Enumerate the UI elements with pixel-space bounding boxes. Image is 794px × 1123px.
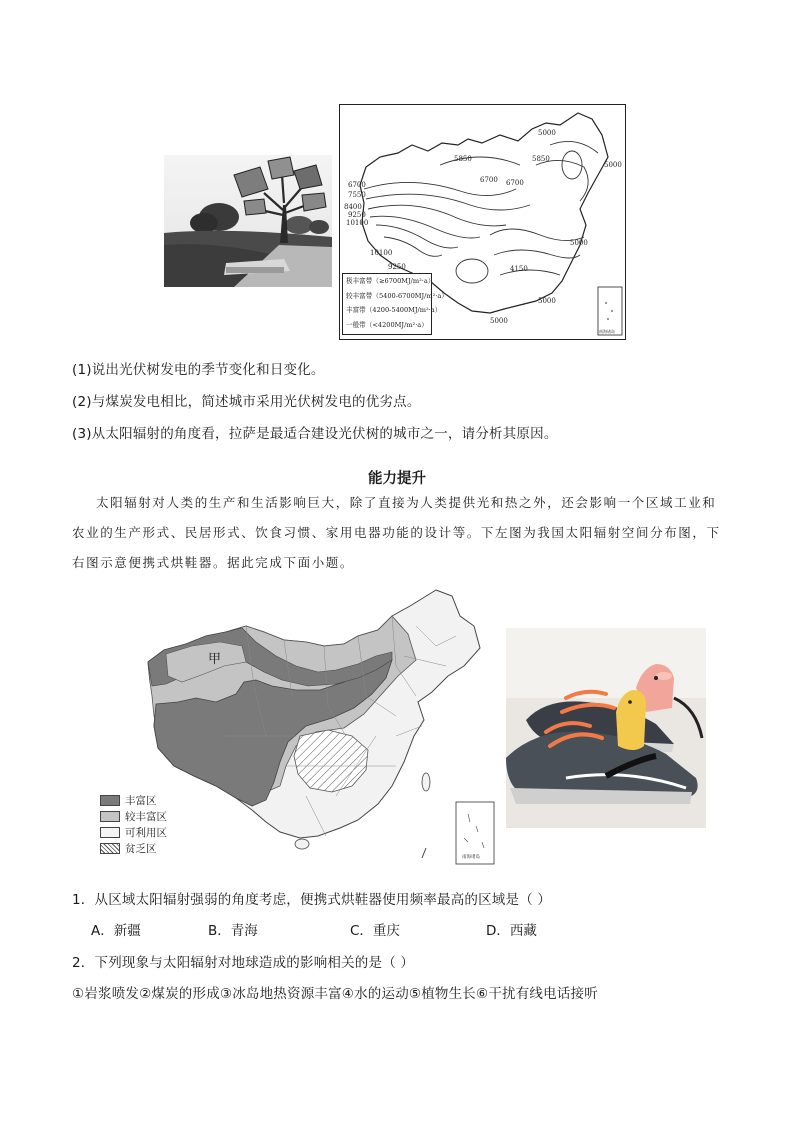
intro-line: 右图示意便携式烘鞋器。据此完成下面小题。 [72,555,355,570]
legend-item: 较丰富带（5400-6700MJ/m²·a） [346,291,448,300]
contour-label: 5000 [538,297,556,305]
contour-label: 10100 [370,249,393,257]
contour-label: 5850 [454,155,472,163]
section-title: 能力提升 [368,471,426,487]
swatch-usable [100,827,120,838]
solar-radiation-contour-map [339,104,626,340]
intro-line: 太阳辐射对人类的生产和生活影响巨大，除了直接为人类提供光和热之外，还会影响一个区域工业和 [96,495,717,510]
inset-label: 南海诸岛 [599,329,615,334]
swatch-fairly-rich [100,811,120,822]
contour-label: 5000 [490,317,508,325]
swatch-poor [100,843,120,854]
swatch-rich [100,795,120,806]
contour-label: 7550 [348,191,366,199]
legend-label: 较丰富区 [125,810,167,823]
q1-option-a[interactable]: A．新疆 [91,923,141,939]
contour-label: 10100 [346,219,369,227]
question-1-1: (1)说出光伏树发电的季节变化和日变化。 [72,362,325,378]
pv-tree-photo [164,155,332,287]
legend-item-poor [100,840,167,856]
contour-label: 5000 [570,239,588,247]
question-2-items: ①岩浆喷发②煤炭的形成③冰岛地热资源丰富④水的运动⑤植物生长⑥干扰有线电话接听 [72,986,598,1002]
contour-label: 6700 [348,181,366,189]
contour-label: 4150 [510,265,528,273]
solar-radiation-zone-map [96,586,508,870]
legend-label: 贫乏区 [125,842,157,855]
question-2-stem: 2．下列现象与太阳辐射对地球造成的影响相关的是（ ） [72,955,415,971]
question-1-3: (3)从太阳辐射的角度看，拉萨是最适合建设光伏树的城市之一，请分析其原因。 [72,426,558,442]
contour-map-legend [342,273,448,335]
question-1-2: (2)与煤炭发电相比，简述城市采用光伏树发电的优劣点。 [72,394,421,410]
q1-option-c[interactable]: C．重庆 [350,923,400,939]
contour-label: 5000 [538,129,556,137]
contour-label: 5850 [532,155,550,163]
legend-item: 一般带（<4200MJ/m²·a） [346,320,428,329]
legend-item: 极丰富带（≥6700MJ/m²·a） [346,277,435,285]
shoe-dryer-photo [506,628,706,828]
region-label-jia: 甲 [208,652,222,667]
legend-item-fairly-rich [100,808,167,824]
legend-item-rich [100,792,167,808]
contour-label: 5000 [604,161,622,169]
q1-option-b[interactable]: B．青海 [208,923,258,939]
contour-label: 6700 [480,176,498,184]
legend-label: 可利用区 [125,826,167,839]
legend-label: 丰富区 [125,794,157,807]
q1-option-d[interactable]: D．西藏 [486,923,537,939]
legend-item-usable [100,824,167,840]
zone-map-inset-label: 南海诸岛 [462,855,480,860]
intro-paragraph [72,488,732,578]
intro-line: 农业的生产形式、民居形式、饮食习惯、家用电器功能的设计等。下左图为我国太阳辐射空间分布图，下 [72,525,721,540]
legend-item: 丰富带（4200-5400MJ/m²·a） [346,306,442,314]
contour-label: 9250 [348,211,366,219]
zone-map-legend [100,792,167,856]
question-1-stem: 1．从区域太阳辐射强弱的角度考虑，便携式烘鞋器使用频率最高的区域是（ ） [72,892,552,908]
contour-label: 9250 [388,263,406,271]
contour-label: 6700 [506,179,524,187]
contour-label: 8400 [344,203,362,211]
